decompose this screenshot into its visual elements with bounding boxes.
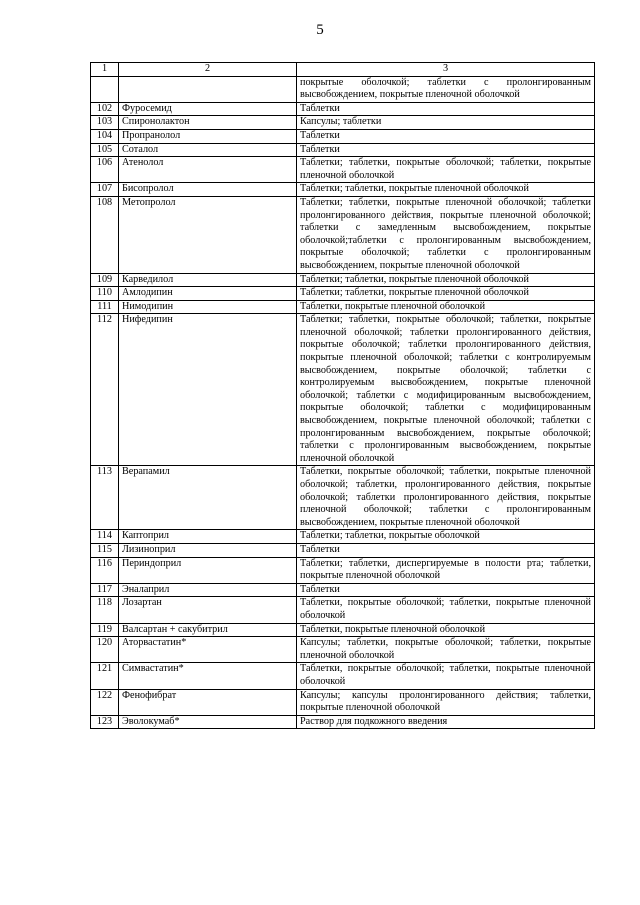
- row-number: 117: [91, 583, 119, 597]
- table-row: [91, 129, 595, 143]
- drug-name: Бисопролол: [119, 183, 297, 197]
- drug-name: Фенофибрат: [119, 689, 297, 715]
- table-row: [91, 196, 595, 273]
- row-number: 121: [91, 663, 119, 689]
- dosage-form: Таблетки; таблетки, покрытые оболочкой: [297, 530, 595, 544]
- dosage-form: Таблетки: [297, 129, 595, 143]
- drug-name: Спиронолактон: [119, 116, 297, 130]
- dosage-form: Капсулы; таблетки, покрытые оболочкой; таблетки, покрытые пленочной оболочкой: [297, 637, 595, 663]
- table-row: [91, 637, 595, 663]
- dosage-form: Таблетки: [297, 102, 595, 116]
- table-row: [91, 300, 595, 314]
- page-number: 5: [316, 22, 324, 38]
- table-row: [91, 583, 595, 597]
- dosage-form: Таблетки: [297, 583, 595, 597]
- table-header-row: [91, 63, 595, 77]
- drug-name: Аторвастатин*: [119, 637, 297, 663]
- drug-name: [119, 76, 297, 102]
- dosage-form: покрытые оболочкой; таблетки с пролонгированным высвобождением, покрытые пленочной оболочкой: [297, 76, 595, 102]
- table-row: [91, 689, 595, 715]
- drug-name: Симвастатин*: [119, 663, 297, 689]
- table-row: [91, 557, 595, 583]
- row-number: 102: [91, 102, 119, 116]
- table-row: [91, 597, 595, 623]
- row-number: 118: [91, 597, 119, 623]
- dosage-form: Таблетки, покрытые оболочкой; таблетки, покрытые пленочной оболочкой: [297, 597, 595, 623]
- drug-name: Лозартан: [119, 597, 297, 623]
- drug-name: Эволокумаб*: [119, 715, 297, 729]
- row-number: 110: [91, 287, 119, 301]
- table-row: [91, 530, 595, 544]
- row-number: 114: [91, 530, 119, 544]
- drug-name: Верапамил: [119, 466, 297, 530]
- table-row: [91, 273, 595, 287]
- dosage-form: Капсулы; капсулы пролонгированного действия; таблетки, покрытые пленочной оболочкой: [297, 689, 595, 715]
- dosage-form: Раствор для подкожного введения: [297, 715, 595, 729]
- table-body: [91, 76, 595, 729]
- table-row: [91, 715, 595, 729]
- dosage-form: Таблетки: [297, 543, 595, 557]
- header-col-3: 3: [297, 63, 595, 77]
- drug-name: Нимодипин: [119, 300, 297, 314]
- header-col-1: 1: [91, 63, 119, 77]
- drug-name: Периндоприл: [119, 557, 297, 583]
- row-number: [91, 76, 119, 102]
- row-number: 103: [91, 116, 119, 130]
- table-row: [91, 76, 595, 102]
- row-number: 116: [91, 557, 119, 583]
- row-number: 106: [91, 157, 119, 183]
- dosage-form: Таблетки: [297, 143, 595, 157]
- dosage-form: Таблетки; таблетки, диспергируемые в полости рта; таблетки, покрытые пленочной оболочкой: [297, 557, 595, 583]
- dosage-form: Таблетки, покрытые пленочной оболочкой: [297, 623, 595, 637]
- drug-name: Фуросемид: [119, 102, 297, 116]
- dosage-form: Таблетки; таблетки, покрытые оболочкой; таблетки, покрытые пленочной оболочкой; таблетки пролонгированного действия, покрытые оболочкой; таблетки пролонгированного действия, покрытые пленочной оболочкой; таблетки с контролируемым высвобождением, покрытые оболочкой; таблетки с контролируемым высвобождением, покрытые пленочной оболочкой; таблетки с модифицированным высвобождением, покрытые оболочкой; таблетки с модифицированным высвобождением, покрытые пленочной оболочкой; таблетки с пролонгированным высвобождением, покрытые оболочкой; таблетки с пролонгированным высвобождением, покрытые пленочной оболочкой: [297, 314, 595, 466]
- drug-name: Соталол: [119, 143, 297, 157]
- drug-name: Карведилол: [119, 273, 297, 287]
- row-number: 109: [91, 273, 119, 287]
- dosage-form: Таблетки, покрытые оболочкой; таблетки, покрытые пленочной оболочкой; таблетки, пролонгированного действия, покрытые оболочкой; таблетки пролонгированного действия, покрытые пленочной оболочкой; таблетки с пролонгированным высвобождением, покрытые пленочной оболочкой: [297, 466, 595, 530]
- row-number: 115: [91, 543, 119, 557]
- row-number: 123: [91, 715, 119, 729]
- row-number: 119: [91, 623, 119, 637]
- drug-table: [90, 62, 595, 729]
- table-row: [91, 466, 595, 530]
- row-number: 112: [91, 314, 119, 466]
- drug-name: Пропранолол: [119, 129, 297, 143]
- dosage-form: Таблетки, покрытые пленочной оболочкой: [297, 300, 595, 314]
- dosage-form: Капсулы; таблетки: [297, 116, 595, 130]
- drug-name: Атенолол: [119, 157, 297, 183]
- drug-name: Нифедипин: [119, 314, 297, 466]
- dosage-form: Таблетки, покрытые оболочкой; таблетки, покрытые пленочной оболочкой: [297, 663, 595, 689]
- dosage-form: Таблетки; таблетки, покрытые пленочной оболочкой: [297, 183, 595, 197]
- drug-name: Валсартан + сакубитрил: [119, 623, 297, 637]
- drug-name: Метопролол: [119, 196, 297, 273]
- table-row: [91, 663, 595, 689]
- header-col-2: 2: [119, 63, 297, 77]
- dosage-form: Таблетки; таблетки, покрытые пленочной оболочкой: [297, 287, 595, 301]
- row-number: 107: [91, 183, 119, 197]
- table-row: [91, 543, 595, 557]
- drug-name: Каптоприл: [119, 530, 297, 544]
- drug-name: Эналаприл: [119, 583, 297, 597]
- row-number: 113: [91, 466, 119, 530]
- table-row: [91, 623, 595, 637]
- dosage-form: Таблетки; таблетки, покрытые оболочкой; таблетки, покрытые пленочной оболочкой: [297, 157, 595, 183]
- dosage-form: Таблетки; таблетки, покрытые пленочной оболочкой: [297, 273, 595, 287]
- table-row: [91, 183, 595, 197]
- table-row: [91, 143, 595, 157]
- drug-name: Амлодипин: [119, 287, 297, 301]
- table-row: [91, 157, 595, 183]
- drug-name: Лизиноприл: [119, 543, 297, 557]
- row-number: 105: [91, 143, 119, 157]
- row-number: 120: [91, 637, 119, 663]
- table-row: [91, 314, 595, 466]
- row-number: 111: [91, 300, 119, 314]
- dosage-form: Таблетки; таблетки, покрытые пленочной оболочкой; таблетки пролонгированного действия, покрытые пленочной оболочкой; таблетки с замедленным высвобождением, покрытые оболочкой;таблетки с пролонгированным высвобождением, покрытые оболочкой; таблетки с пролонгированным высвобождением, покрытые пленочной оболочкой: [297, 196, 595, 273]
- table-row: [91, 116, 595, 130]
- row-number: 104: [91, 129, 119, 143]
- table-row: [91, 287, 595, 301]
- table-row: [91, 102, 595, 116]
- row-number: 122: [91, 689, 119, 715]
- row-number: 108: [91, 196, 119, 273]
